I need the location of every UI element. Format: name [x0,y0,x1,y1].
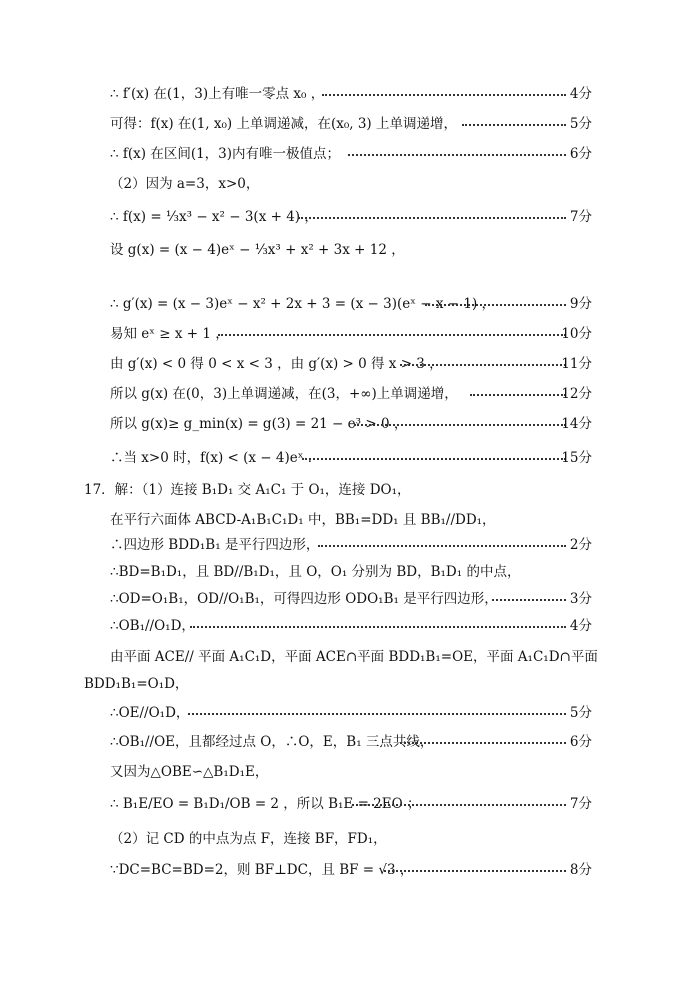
solution-line [0,672,695,696]
line-text: （2）记 CD 的中点为点 F，连接 BF，FD₁， [110,831,387,847]
dotted-leader [302,458,566,460]
solution-line [0,478,695,502]
solution-line [0,560,695,584]
score-mark: 6分 [569,734,592,750]
dotted-leader [298,217,566,219]
line-text: 在平行六面体 ABCD-A₁B₁C₁D₁ 中，BB₁=DD₁ 且 BB₁//DD₁， [110,512,496,528]
solution-line [0,533,695,557]
line-text: 所以 g(x) 在(0，3)上单调递减，在(3，+∞)上单调递增， [110,386,458,402]
score-mark: 3分 [569,591,592,607]
line-text: ∴ f(x) 在区间(1，3)内有唯一极值点； [110,146,341,162]
line-text: 易知 eˣ ≥ x + 1 ， [110,326,229,342]
line-text: ∴四边形 BDD₁B₁ 是平行四边形， [110,537,320,553]
line-text: 由平面 ACE// 平面 A₁C₁D，平面 ACE∩平面 BDD₁B₁=OE，平面 A₁C₁D∩平面 [110,649,598,665]
dotted-leader [348,154,566,156]
line-text: （2）因为 a=3，x>0， [110,176,260,192]
solution-line [0,352,695,376]
line-text: ∴ g′(x) = (x − 3)eˣ − x² + 2x + 3 = (x − 3)(eˣ − x − 1) ， [110,296,496,312]
dotted-leader [400,742,566,744]
score-mark: 10分 [561,326,592,342]
line-text: ∴ B₁E/EO = B₁D₁/OB = 2 ，所以 B₁E = 2EO ； [110,796,421,812]
solution-line [0,238,695,262]
solution-line [0,614,695,638]
dotted-leader [425,304,566,306]
line-text: 可得：f(x) 在(1, x₀) 上单调递减，在(x₀, 3) 上单调递增， [110,116,457,132]
score-mark: 5分 [569,116,592,132]
solution-line [0,112,695,136]
dotted-leader [322,94,566,96]
line-text: ∴当 x>0 时，f(x) < (x − 4)eˣ ． [110,450,322,466]
score-mark: 2分 [569,537,592,553]
solution-line [0,82,695,106]
line-text: ∴ f(x) = ⅓x³ − x² − 3(x + 4) ， [110,209,318,225]
score-mark: 7分 [569,209,592,225]
score-mark: 7分 [569,796,592,812]
dotted-leader [400,364,566,366]
dotted-leader [352,804,566,806]
solution-line [0,760,695,784]
solution-line [0,205,695,229]
score-mark: 5分 [569,705,592,721]
dotted-leader [188,713,566,715]
solution-line [0,701,695,725]
line-text: ∵DC=BC=BD=2，则 BF⊥DC，且 BF = √3 ， [110,862,414,878]
line-text: ∴OE//O₁D， [110,705,190,721]
line-text: 17．解：（1）连接 B₁D₁ 交 A₁C₁ 于 O₁，连接 DO₁， [84,482,411,498]
solution-line [0,508,695,532]
solution-line [0,645,695,669]
dotted-leader [462,124,566,126]
dotted-leader [470,394,566,396]
dotted-leader [190,626,566,628]
line-text: BDD₁B₁=O₁D， [84,676,189,692]
score-mark: 4分 [569,618,592,634]
line-text: 设 g(x) = (x − 4)eˣ − ⅓x³ + x² + 3x + 12 ， [110,242,405,258]
solution-line [0,292,695,316]
solution-line [0,587,695,611]
line-text: ∴OB₁//O₁D， [110,618,195,634]
line-text: ∴BD=B₁D₁，且 BD//B₁D₁，且 O，O₁ 分别为 BD，B₁D₁ 的中点， [110,564,521,580]
line-text: 所以 g(x)≥ g_min(x) = g(3) = 21 − e³ > 0 ， [110,416,408,432]
dotted-leader [318,545,566,547]
score-mark: 12分 [561,386,592,402]
score-mark: 8分 [569,862,592,878]
score-mark: 15分 [561,450,592,466]
solution-line [0,858,695,882]
dotted-leader [384,870,566,872]
solution-line [0,446,695,470]
line-text: ∴OD=O₁B₁，OD//O₁B₁，可得四边形 ODO₁B₁ 是平行四边形， [110,591,498,607]
solution-line [0,792,695,816]
solution-line [0,322,695,346]
line-text: ∴OB₁//OE，且都经过点 O，∴O，E，B₁ 三点共线， [110,734,434,750]
solution-line [0,172,695,196]
solution-line [0,827,695,851]
line-text: 又因为△OBE∽△B₁D₁E， [110,764,269,780]
line-text: 由 g′(x) < 0 得 0 < x < 3 ，由 g′(x) > 0 得 x > 3 ， [110,356,443,372]
solution-line [0,412,695,436]
score-mark: 4分 [569,86,592,102]
solution-line [0,730,695,754]
line-text: ∴ f′(x) 在(1，3)上有唯一零点 x₀ ， [110,86,325,102]
score-mark: 6分 [569,146,592,162]
dotted-leader [218,334,566,336]
score-mark: 14分 [561,416,592,432]
solution-line [0,382,695,406]
dotted-leader [492,599,566,601]
solution-line [0,142,695,166]
score-mark: 11分 [561,356,592,372]
score-mark: 9分 [569,296,592,312]
dotted-leader [354,424,566,426]
